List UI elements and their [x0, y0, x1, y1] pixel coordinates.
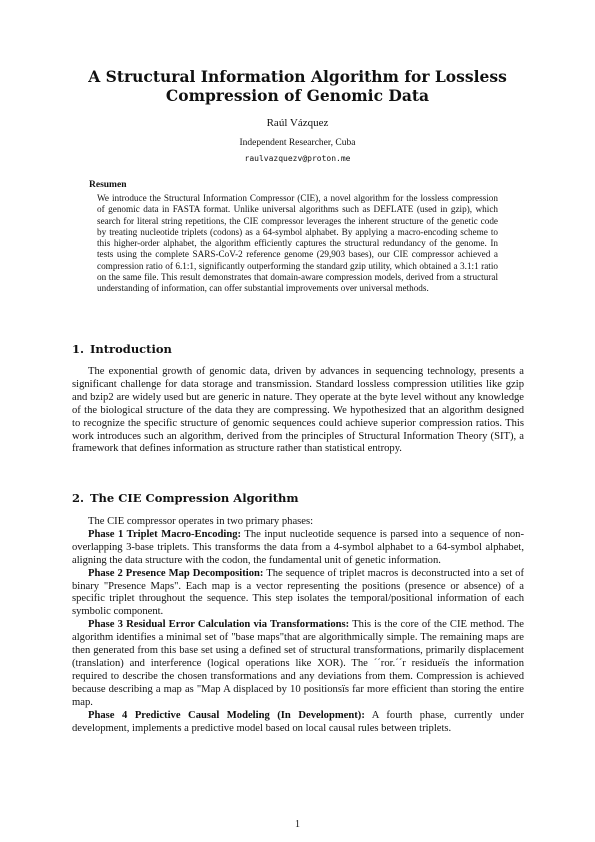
abstract-text: We introduce the Structural Information Compressor (CIE), a novel algorithm for the lossless compression of genomic data in FASTA format. Unlike universal algorithms such as DEFLATE (used in gzip), which search for literal string repetitions, the CIE compressor leverages the inherent structure of the genetic code by treating nucleotide triplets (codons) as a 64-symbol alphabet. By applying a macro-encoding scheme to this higher-order alphabet, the algorithm efficiently captures the structural redundancy of the genome. In tests using the complete SARS-CoV-2 reference genome (29,903 bases), our CIE compressor achieved a compression ratio of 6.1:1, significantly outperforming the standard gzip utility, which obtained a 3.1:1 ratio on the same file. This result demonstrates that domain-aware compression models, derived from a structural understanding of information, can offer substantial improvements over universal methods.	[97, 193, 498, 294]
paragraph-lead: Phase 1 Triplet Macro-Encoding:	[88, 528, 242, 540]
paragraph-text: The sequence of triplet macros is deconstructed into a set of binary "Presence Maps". Each map is a vector representing the positions (presence or absence) of a specific triplet throughout the sequence. This step isolates the temporal/positional information of each symbolic component.	[72, 567, 524, 618]
section-body-introduction	[72, 366, 524, 456]
author-email: raulvazquezv@proton.me	[244, 154, 351, 163]
paragraph-text: The exponential growth of genomic data, driven by advances in sequencing technology, presents a significant challenge for data storage and transmission. Standard lossless compression utilities like gzip and bzip2 are widely used but are generic in nature. They operate at the byte level without any knowledge of the biological structure of the data they are compressing. We hypothesized that an algorithm designed to recognize the specific structure of genomic sequences could achieve superior compression ratios. This work introduces such an algorithm, derived from the principles of Structural Information Theory (SIT), a framework that defines information as structure rather than statistical entropy.	[72, 366, 524, 455]
paragraph-lead: Phase 4 Predictive Causal Modeling (In Development):	[88, 709, 365, 721]
section-number: 1.	[72, 342, 85, 356]
page-number: 1	[295, 819, 300, 830]
abstract-heading: Resumen	[89, 180, 127, 190]
paragraph-lead: Phase 2 Presence Map Decomposition:	[88, 567, 264, 579]
paragraph-lead: Phase 3 Residual Error Calculation via Transformations:	[88, 619, 350, 631]
section-heading-introduction	[72, 342, 172, 356]
section-body-algorithm	[72, 516, 524, 735]
paragraph-phase-4	[72, 710, 524, 736]
section-title: Introduction	[90, 342, 172, 356]
paragraph-text: This is the core of the CIE method. The algorithm identifies a minimal set of "base maps"that are algorithmically simple. The remaining maps are then generated from this base set using a defined set of structural transformations, primarily displacement (translation) and interference (logical operations like XOR). The ´´ror.´´r residueïs the information required to describe the chosen transformations and any deviations from them. Compression is achieved because describing a map as "Map A displaced by 10 positionsïs far more efficient than storing the entire map.	[72, 619, 525, 708]
paragraph	[72, 366, 524, 456]
author-affiliation: Independent Researcher, Cuba	[239, 138, 356, 148]
paragraph-phase-2	[72, 568, 524, 620]
paragraph-text: The input nucleotide sequence is parsed into a sequence of non-overlapping 3-base triplets. This transforms the data from a 4-symbol alphabet to a 64-symbol alphabet, aligning the data structure with the codon, the fundamental unit of genetic information.	[72, 528, 524, 566]
paper-title: A Structural Information Algorithm for Lossless Compression of Genomic Data	[88, 67, 507, 105]
paragraph-text: A fourth phase, currently under development, implements a predictive model based on local causal rules between triplets.	[72, 709, 524, 734]
author-name: Raúl Vázquez	[266, 117, 329, 129]
section-title: The CIE Compression Algorithm	[90, 491, 299, 505]
paragraph-phase-3	[72, 619, 524, 709]
section-heading-algorithm	[72, 491, 299, 505]
paragraph-phase-1	[72, 529, 524, 568]
section-number: 2.	[72, 491, 85, 505]
paragraph	[72, 516, 524, 529]
paragraph-text: The CIE compressor operates in two primary phases:	[88, 516, 314, 527]
